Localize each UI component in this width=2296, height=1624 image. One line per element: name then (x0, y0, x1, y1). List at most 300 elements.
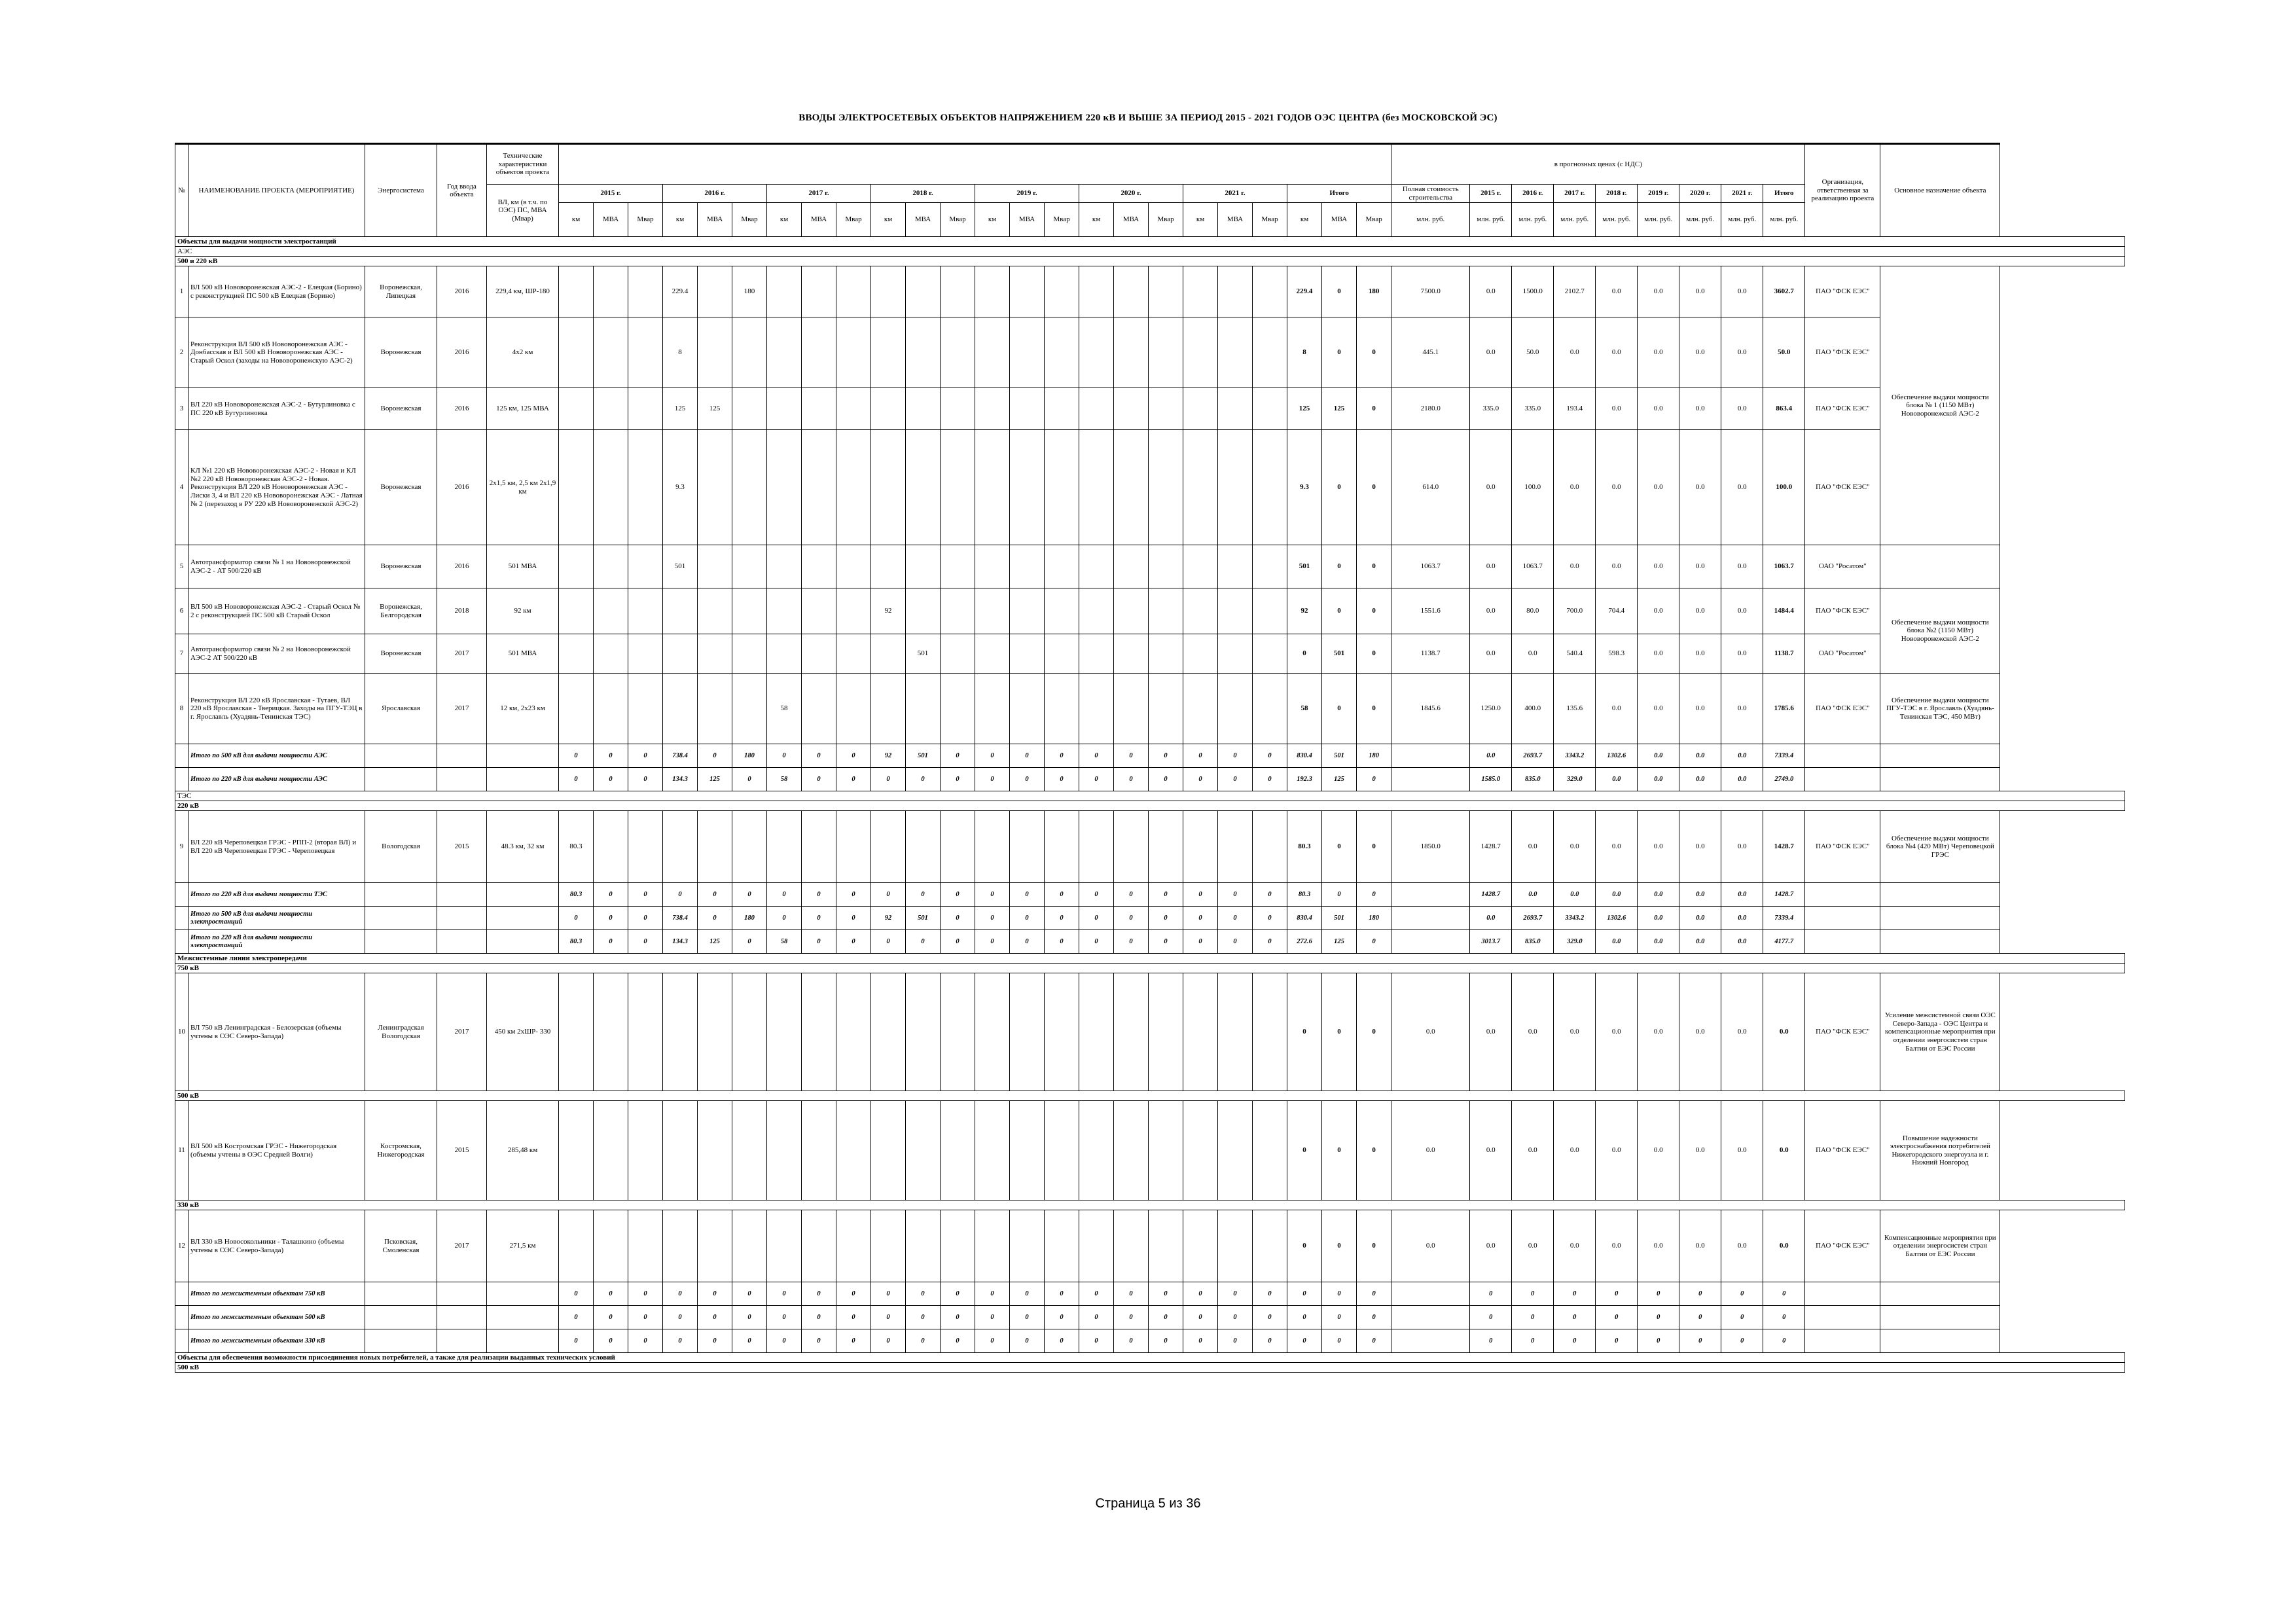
blank-cell (437, 883, 487, 907)
tech-specs: 229,4 км, ШР-180 (487, 266, 559, 317)
commission-year: 2017 (437, 1210, 487, 1282)
blank-cell (1880, 883, 2000, 907)
table-row (175, 973, 2125, 1091)
volume-cell (767, 430, 802, 545)
total-cost-cell: 0 (1554, 1306, 1596, 1329)
object-purpose: Обеспечение выдачи мощности блока №4 (420 МВт) Череповецкой ГРЭС (1880, 811, 2000, 883)
blank-cell (1391, 768, 1470, 791)
blank-cell (437, 768, 487, 791)
commission-year: 2017 (437, 973, 487, 1091)
section-label: 500 кВ (175, 1091, 2125, 1101)
row-number-blank (175, 1282, 188, 1306)
volume-cell (1114, 430, 1149, 545)
blank-cell (1805, 768, 1880, 791)
cost-cell: 0.0 (1554, 1101, 1596, 1200)
volume-cell (802, 430, 836, 545)
full-cost: 7500.0 (1391, 266, 1470, 317)
total-cost-cell: 2693.7 (1512, 907, 1554, 930)
total-cost-cell: 0.0 (1638, 907, 1679, 930)
total-volume-cell: 0 (698, 744, 732, 768)
volume-cell (871, 634, 906, 674)
volume-cell: 80.3 (559, 811, 594, 883)
volume-cell (594, 545, 628, 588)
section-row (175, 1363, 2125, 1373)
total-volume-cell: 0 (732, 768, 767, 791)
total-volume-cell: 0 (663, 1306, 698, 1329)
total-cost-cell: 0 (1596, 1282, 1638, 1306)
header-unit: км (663, 203, 698, 237)
volume-cell (975, 266, 1010, 317)
volume-cell: 92 (1287, 588, 1322, 634)
volume-cell (802, 1210, 836, 1282)
total-volume-cell: 0 (1045, 930, 1079, 954)
total-volume-cell: 0 (1010, 1306, 1045, 1329)
total-volume-cell: 0 (594, 883, 628, 907)
volume-cell (1045, 430, 1079, 545)
blank-cell (1391, 930, 1470, 954)
total-volume-cell: 0 (871, 1306, 906, 1329)
header-year-4: 2019 г. (975, 185, 1079, 203)
volume-cell (871, 674, 906, 744)
volume-cell (975, 811, 1010, 883)
blank-cell (1880, 1329, 2000, 1353)
volume-cell (628, 1210, 663, 1282)
total-volume-cell: 501 (906, 907, 941, 930)
total-volume-cell: 0 (1218, 1329, 1253, 1353)
total-volume-cell: 125 (698, 768, 732, 791)
total-volume-cell: 0 (975, 768, 1010, 791)
volume-cell: 0 (1287, 1210, 1322, 1282)
cost-cell: 0.0 (1512, 634, 1554, 674)
volume-cell (1010, 1101, 1045, 1200)
total-volume-cell: 0 (1010, 883, 1045, 907)
volume-cell (836, 388, 871, 430)
total-volume-cell: 0 (802, 907, 836, 930)
cost-cell: 0.0 (1638, 388, 1679, 430)
volume-cell (1149, 317, 1183, 388)
volume-cell (1183, 588, 1218, 634)
total-label: Итого по 220 кВ для выдачи мощности ТЭС (188, 883, 365, 907)
volume-cell (1114, 1210, 1149, 1282)
cost-cell: 0.0 (1721, 1101, 1763, 1200)
volume-cell (871, 1101, 906, 1200)
total-cost-cell: 0.0 (1679, 907, 1721, 930)
total-cost-cell: 0.0 (1638, 744, 1679, 768)
volume-cell (802, 266, 836, 317)
volume-cell (1149, 634, 1183, 674)
volume-cell: 8 (1287, 317, 1322, 388)
header-unit: км (871, 203, 906, 237)
volume-cell (1114, 811, 1149, 883)
header-year-2: 2017 г. (767, 185, 871, 203)
volume-cell (975, 973, 1010, 1091)
volume-cell (975, 1210, 1010, 1282)
total-cost-cell: 0 (1679, 1329, 1721, 1353)
page-footer: Страница 5 из 36 (1095, 1496, 1201, 1511)
header-unit: МВА (906, 203, 941, 237)
volume-cell (906, 545, 941, 588)
total-volume-cell: 0 (1357, 768, 1391, 791)
total-volume-cell: 0 (1183, 1306, 1218, 1329)
commission-year: 2016 (437, 430, 487, 545)
volume-cell: 92 (871, 588, 906, 634)
total-cost-cell: 0.0 (1721, 768, 1763, 791)
cost-cell: 0.0 (1596, 388, 1638, 430)
volume-cell (732, 430, 767, 545)
total-volume-cell: 0 (594, 744, 628, 768)
total-volume-cell: 0 (906, 1282, 941, 1306)
total-volume-cell: 0 (698, 1329, 732, 1353)
energy-system: Воронежская (365, 545, 437, 588)
header-unit: Мвар (732, 203, 767, 237)
section-row (175, 237, 2125, 247)
full-cost: 0.0 (1391, 1210, 1470, 1282)
volume-cell (767, 973, 802, 1091)
header-unit: Мвар (836, 203, 871, 237)
volume-cell (1218, 634, 1253, 674)
project-name: ВЛ 500 кВ Нововоронежская АЭС-2 - Старый Оскол № 2 с реконструкцией ПС 500 кВ Старый Оскол (188, 588, 365, 634)
cost-cell: 0.0 (1679, 588, 1721, 634)
header-tech-top: Технические характеристики объектов проекта (487, 144, 559, 185)
total-cost-cell: 0.0 (1721, 907, 1763, 930)
total-volume-cell: 0 (1114, 883, 1149, 907)
blank-cell (487, 883, 559, 907)
volume-cell (836, 317, 871, 388)
object-purpose: Повышение надежности электроснабжения потребителей Нижегородского энергоузла и г. Нижний Новгород (1880, 1101, 2000, 1200)
volume-cell: 9.3 (663, 430, 698, 545)
total-cost-cell: 0.0 (1554, 883, 1596, 907)
total-cost-cell: 1302.6 (1596, 907, 1638, 930)
cost-cell: 0.0 (1554, 430, 1596, 545)
cost-cell: 0.0 (1679, 430, 1721, 545)
volume-cell (559, 266, 594, 317)
volume-cell (698, 588, 732, 634)
volume-cell (594, 973, 628, 1091)
total-volume-cell: 0 (1079, 907, 1114, 930)
header-money-unit: млн. руб. (1679, 203, 1721, 237)
volume-cell (1045, 811, 1079, 883)
total-cost-cell: 0 (1721, 1329, 1763, 1353)
full-cost: 2180.0 (1391, 388, 1470, 430)
full-cost: 1845.6 (1391, 674, 1470, 744)
volume-cell (906, 1101, 941, 1200)
volume-cell: 0 (1322, 317, 1357, 388)
volume-cell: 0 (1322, 1210, 1357, 1282)
volume-cell (767, 1101, 802, 1200)
total-volume-cell: 0 (1079, 1282, 1114, 1306)
header-money-unit: млн. руб. (1554, 203, 1596, 237)
commission-year: 2016 (437, 545, 487, 588)
volume-cell: 501 (663, 545, 698, 588)
volume-cell: 0 (1287, 634, 1322, 674)
cost-cell: 0.0 (1470, 266, 1512, 317)
total-row (175, 1306, 2125, 1329)
header-money-unit: млн. руб. (1721, 203, 1763, 237)
total-cost-cell: 0.0 (1470, 907, 1512, 930)
volume-cell (1079, 674, 1114, 744)
header-unit: МВА (802, 203, 836, 237)
total-volume-cell: 0 (1079, 768, 1114, 791)
total-volume-cell: 0 (975, 883, 1010, 907)
volume-cell (1253, 317, 1287, 388)
blank-cell (365, 883, 437, 907)
cost-cell: 1428.7 (1470, 811, 1512, 883)
total-volume-cell: 0 (1253, 1329, 1287, 1353)
total-volume-cell: 0 (628, 883, 663, 907)
total-volume-cell: 0 (1218, 744, 1253, 768)
volume-cell (906, 1210, 941, 1282)
cost-cell: 0.0 (1763, 973, 1805, 1091)
volume-cell: 180 (732, 266, 767, 317)
volume-cell (1218, 811, 1253, 883)
total-volume-cell: 0 (906, 1329, 941, 1353)
volume-cell: 125 (1287, 388, 1322, 430)
total-volume-cell: 80.3 (559, 930, 594, 954)
blank-cell (1805, 1329, 1880, 1353)
volume-cell (1218, 973, 1253, 1091)
total-volume-cell: 0 (663, 883, 698, 907)
blank-cell (487, 768, 559, 791)
volume-cell: 0 (1322, 674, 1357, 744)
cost-cell: 0.0 (1470, 1101, 1512, 1200)
section-row (175, 801, 2125, 811)
row-number: 6 (175, 588, 188, 634)
total-volume-cell: 0 (628, 744, 663, 768)
total-volume-cell: 0 (1010, 907, 1045, 930)
volume-cell: 180 (1357, 266, 1391, 317)
volume-cell (975, 430, 1010, 545)
volume-cell (1149, 1210, 1183, 1282)
volume-cell: 0 (1322, 973, 1357, 1091)
energy-system: Воронежская, Белгородская (365, 588, 437, 634)
volume-cell (975, 674, 1010, 744)
total-volume-cell: 0 (732, 1329, 767, 1353)
total-volume-cell: 0 (1253, 1306, 1287, 1329)
total-volume-cell: 0 (767, 907, 802, 930)
volume-cell (941, 973, 975, 1091)
total-row (175, 1282, 2125, 1306)
cost-cell: 0.0 (1596, 811, 1638, 883)
volume-cell (871, 811, 906, 883)
cost-cell: 1428.7 (1763, 811, 1805, 883)
volume-cell (663, 634, 698, 674)
object-purpose-blank (1880, 545, 2000, 588)
volume-cell (802, 634, 836, 674)
total-volume-cell: 0 (1079, 1329, 1114, 1353)
volume-cell (767, 634, 802, 674)
tech-specs: 271,5 км (487, 1210, 559, 1282)
blank-cell (1391, 907, 1470, 930)
total-volume-cell: 0 (941, 930, 975, 954)
volume-cell (1253, 674, 1287, 744)
header-purpose: Основное назначение объекта (1880, 144, 2000, 237)
total-volume-cell: 0 (975, 1282, 1010, 1306)
tech-specs: 285,48 км (487, 1101, 559, 1200)
total-label: Итого по 500 кВ для выдачи мощности электростанций (188, 907, 365, 930)
volume-cell (698, 634, 732, 674)
total-volume-cell: 830.4 (1287, 744, 1322, 768)
total-cost-cell: 0 (1512, 1306, 1554, 1329)
volume-cell (1149, 430, 1183, 545)
volume-cell (941, 266, 975, 317)
total-volume-cell: 0 (1218, 930, 1253, 954)
volume-cell (732, 588, 767, 634)
total-cost-cell: 1585.0 (1470, 768, 1512, 791)
row-number-blank (175, 744, 188, 768)
volume-cell (1079, 634, 1114, 674)
volume-cell (975, 634, 1010, 674)
volume-cell (732, 811, 767, 883)
volume-cell (1079, 317, 1114, 388)
header-name: НАИМЕНОВАНИЕ ПРОЕКТА (МЕРОПРИЯТИЕ) (188, 144, 365, 237)
volume-cell (802, 545, 836, 588)
volume-cell (559, 545, 594, 588)
volume-cell (732, 973, 767, 1091)
total-volume-cell: 0 (1045, 883, 1079, 907)
volume-cell (1045, 1210, 1079, 1282)
cost-cell: 1250.0 (1470, 674, 1512, 744)
cost-cell: 0.0 (1638, 430, 1679, 545)
total-volume-cell: 0 (1253, 883, 1287, 907)
total-volume-cell: 0 (1322, 1329, 1357, 1353)
total-cost-cell: 329.0 (1554, 768, 1596, 791)
header-cost-year-6: 2021 г. (1721, 185, 1763, 203)
total-volume-cell: 0 (1114, 1282, 1149, 1306)
cost-cell: 0.0 (1721, 973, 1763, 1091)
header-unit: км (559, 203, 594, 237)
full-cost: 614.0 (1391, 430, 1470, 545)
volume-cell (663, 1210, 698, 1282)
volume-cell (628, 1101, 663, 1200)
volume-cell (628, 430, 663, 545)
blank-cell (437, 1329, 487, 1353)
tech-specs: 12 км, 2х23 км (487, 674, 559, 744)
volume-cell: 8 (663, 317, 698, 388)
blank-cell (1391, 744, 1470, 768)
cost-cell: 0.0 (1596, 1210, 1638, 1282)
total-volume-cell: 0 (941, 1329, 975, 1353)
volume-cell (1010, 634, 1045, 674)
total-volume-cell: 0 (1079, 1306, 1114, 1329)
cost-cell: 0.0 (1721, 588, 1763, 634)
header-unit: км (1079, 203, 1114, 237)
total-cost-cell: 0 (1470, 1282, 1512, 1306)
total-volume-cell: 180 (732, 907, 767, 930)
total-volume-cell: 0 (767, 1282, 802, 1306)
volume-cell (1183, 317, 1218, 388)
row-number: 10 (175, 973, 188, 1091)
full-cost: 1850.0 (1391, 811, 1470, 883)
cost-cell: 0.0 (1512, 811, 1554, 883)
section-row (175, 964, 2125, 973)
volume-cell: 0 (1357, 634, 1391, 674)
volume-cell (836, 674, 871, 744)
volume-cell (1114, 588, 1149, 634)
cost-cell: 0.0 (1470, 588, 1512, 634)
volume-cell (732, 674, 767, 744)
total-volume-cell: 0 (1183, 883, 1218, 907)
object-purpose: Обеспечение выдачи мощности блока № 1 (1150 МВт) Нововоронежской АЭС-2 (1880, 266, 2000, 545)
total-volume-cell: 0 (732, 930, 767, 954)
volume-cell (871, 430, 906, 545)
blank-cell (487, 1282, 559, 1306)
table-row (175, 588, 2125, 634)
table-row (175, 811, 2125, 883)
energy-system: Ярославская (365, 674, 437, 744)
table-row (175, 388, 2125, 430)
volume-cell (871, 973, 906, 1091)
volume-cell (1149, 266, 1183, 317)
volume-cell: 58 (1287, 674, 1322, 744)
total-volume-cell: 0 (1149, 1282, 1183, 1306)
energy-system: Псковская, Смоленская (365, 1210, 437, 1282)
volume-cell: 125 (663, 388, 698, 430)
header-volume-blank (559, 144, 1391, 185)
cost-cell: 0.0 (1470, 1210, 1512, 1282)
volume-cell: 0 (1322, 430, 1357, 545)
cost-cell: 863.4 (1763, 388, 1805, 430)
total-cost-cell: 0 (1554, 1329, 1596, 1353)
volume-cell (906, 266, 941, 317)
total-volume-cell: 0 (906, 1306, 941, 1329)
header-cost-year-3: 2018 г. (1596, 185, 1638, 203)
header-money-unit: млн. руб. (1763, 203, 1805, 237)
header-unit: МВА (1218, 203, 1253, 237)
total-row (175, 930, 2125, 954)
volume-cell: 0 (1357, 973, 1391, 1091)
responsible-org: ОАО "Росатом" (1805, 545, 1880, 588)
total-volume-cell: 0 (1287, 1329, 1322, 1353)
total-volume-cell: 0 (628, 930, 663, 954)
total-cost-cell: 1428.7 (1763, 883, 1805, 907)
cost-cell: 0.0 (1721, 634, 1763, 674)
project-name: ВЛ 750 кВ Ленинградская - Белозерская (объемы учтены в ОЭС Северо-Запада) (188, 973, 365, 1091)
total-volume-cell: 0 (1045, 1282, 1079, 1306)
responsible-org: ПАО "ФСК ЕЭС" (1805, 674, 1880, 744)
volume-cell (871, 388, 906, 430)
cost-cell: 0.0 (1596, 266, 1638, 317)
total-volume-cell: 272.6 (1287, 930, 1322, 954)
total-volume-cell: 0 (1322, 1282, 1357, 1306)
energy-system: Ленинградская Вологодская (365, 973, 437, 1091)
total-volume-cell: 0 (941, 768, 975, 791)
volume-cell (906, 973, 941, 1091)
blank-cell (437, 907, 487, 930)
header-cost-year-0: 2015 г. (1470, 185, 1512, 203)
cost-cell: 50.0 (1763, 317, 1805, 388)
project-name: Автотрансформатор связи № 2 на Нововоронежской АЭС-2 АТ 500/220 кВ (188, 634, 365, 674)
volume-cell: 0 (1357, 1210, 1391, 1282)
blank-cell (487, 907, 559, 930)
cost-cell: 0.0 (1721, 317, 1763, 388)
cost-cell: 1063.7 (1512, 545, 1554, 588)
total-cost-cell: 0 (1763, 1329, 1805, 1353)
total-volume-cell: 0 (1357, 930, 1391, 954)
header-cost-year-5: 2020 г. (1679, 185, 1721, 203)
cost-cell: 0.0 (1638, 674, 1679, 744)
cost-cell: 0.0 (1721, 545, 1763, 588)
energy-system: Воронежская (365, 430, 437, 545)
volume-cell (1045, 634, 1079, 674)
total-cost-cell: 0 (1721, 1282, 1763, 1306)
total-volume-cell: 92 (871, 744, 906, 768)
blank-cell (1805, 1306, 1880, 1329)
volume-cell (1149, 388, 1183, 430)
total-volume-cell: 0 (1149, 1329, 1183, 1353)
total-cost-cell: 2693.7 (1512, 744, 1554, 768)
volume-cell (1253, 430, 1287, 545)
header-unit: МВА (1010, 203, 1045, 237)
